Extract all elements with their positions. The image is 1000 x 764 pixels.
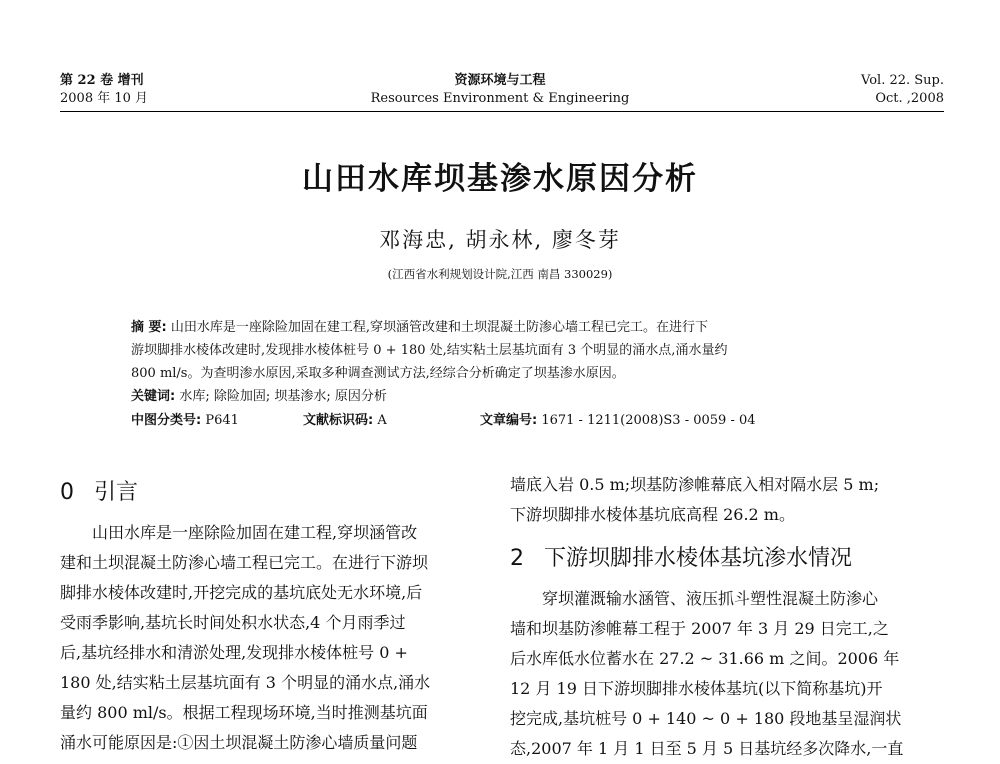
- seepage-line-1: 穿坝灌溉输水涵管、液压抓斗塑性混凝土防渗心: [542, 589, 879, 608]
- volume-label: 第 22 卷 增刊: [60, 73, 144, 88]
- intro-line-8: 涌水可能原因是:①因土坝混凝土防渗心墙质量问题: [60, 733, 418, 752]
- doc-code: [303, 411, 463, 431]
- keywords-label: 关键词:: [131, 389, 176, 404]
- section-heading-seepage: [510, 544, 942, 574]
- volume-en: Vol. 22. Sup.: [861, 73, 944, 88]
- clc-label: 中图分类号:: [131, 413, 202, 428]
- seepage-line-6: 态,2007 年 1 月 1 日至 5 月 5 日基坑经多次降水,一直: [510, 739, 904, 758]
- doc-code-label: 文献标识码:: [303, 413, 374, 428]
- affiliation: (江西省水利规划设计院,江西 南昌 330029): [387, 267, 613, 281]
- abstract-text-2: 游坝脚排水棱体改建时,发现排水棱体桩号 0 + 180 处,结实粘土层基坑面有 3 个明显的涌水点,涌水量约: [131, 343, 728, 358]
- journal-name: [290, 72, 710, 108]
- intro-line-7: 量约 800 ml/s。根据工程现场环境,当时推测基坑面: [60, 703, 428, 722]
- section-heading-introduction: [60, 478, 472, 508]
- intro-line-6: 180 处,结实粘土层基坑面有 3 个明显的涌水点,涌水: [60, 673, 431, 692]
- article-number-label: 文章编号:: [480, 413, 538, 428]
- keywords: [131, 387, 871, 407]
- journal-volume-en: [861, 72, 944, 108]
- journal-name-cn: 资源环境与工程: [454, 73, 546, 88]
- intro-line-4: 受雨季影响,基坑长时间处积水状态,4 个月雨季过: [60, 613, 406, 632]
- journal-volume: [60, 72, 148, 108]
- abstract-text-1: 山田水库是一座除险加固在建工程,穿坝涵管改建和土坝混凝土防渗心墙工程已完工。在进行下: [170, 320, 709, 335]
- abstract-text-3: 800 ml/s。为查明渗水原因,采取多种调查测试方法,经综合分析确定了坝基渗水原因。: [131, 366, 625, 381]
- continued-line-2: 下游坝脚排水棱体基坑底高程 26.2 m。: [510, 505, 795, 524]
- date-en: Oct. ,2008: [875, 91, 944, 106]
- header-rule: [60, 111, 944, 112]
- right-column: [510, 470, 942, 764]
- seepage-line-5: 挖完成,基坑桩号 0 + 140 ~ 0 + 180 段地基呈湿润状: [510, 709, 902, 728]
- abstract-line-1: [131, 318, 871, 338]
- section-number: 0: [60, 480, 74, 505]
- continued-line-1: 墙底入岩 0.5 m;坝基防渗帷幕底入相对隔水层 5 m;: [510, 475, 880, 494]
- seepage-line-3: 后水库低水位蓄水在 27.2 ~ 31.66 m 之间。2006 年: [510, 649, 900, 668]
- seepage-line-4: 12 月 19 日下游坝脚排水棱体基坑(以下简称基坑)开: [510, 679, 883, 698]
- keywords-value: 水库; 除险加固; 坝基渗水; 原因分析: [179, 389, 387, 404]
- article-number-value: 1671 - 1211(2008)S3 - 0059 - 04: [541, 413, 756, 428]
- left-column: [60, 478, 472, 758]
- seepage-line-2: 墙和坝基防渗帷幕工程于 2007 年 3 月 29 日完工,之: [510, 619, 889, 638]
- intro-line-1: 山田水库是一座除险加固在建工程,穿坝涵管改: [92, 523, 418, 542]
- paper-title: 山田水库坝基渗水原因分析: [302, 161, 698, 197]
- section-title: 引言: [94, 480, 139, 505]
- section-title: 下游坝脚排水棱体基坑渗水情况: [544, 546, 853, 571]
- journal-name-en: Resources Environment & Engineering: [370, 91, 630, 106]
- section-number: 2: [510, 546, 524, 571]
- intro-line-3: 脚排水棱体改建时,开挖完成的基坑底处无水环境,后: [60, 583, 423, 602]
- issue-date: 2008 年 10 月: [60, 91, 149, 106]
- doc-code-value: A: [377, 413, 387, 428]
- clc-value: P641: [205, 413, 239, 428]
- intro-line-5: 后,基坑经排水和清淤处理,发现排水棱体桩号 0 +: [60, 643, 408, 662]
- authors: 邓海忠, 胡永林, 廖冬芽: [379, 228, 621, 252]
- article-number: [480, 411, 880, 431]
- abstract-label: 摘 要:: [131, 320, 167, 335]
- intro-line-2: 建和土坝混凝土防渗心墙工程已完工。在进行下游坝: [60, 553, 429, 572]
